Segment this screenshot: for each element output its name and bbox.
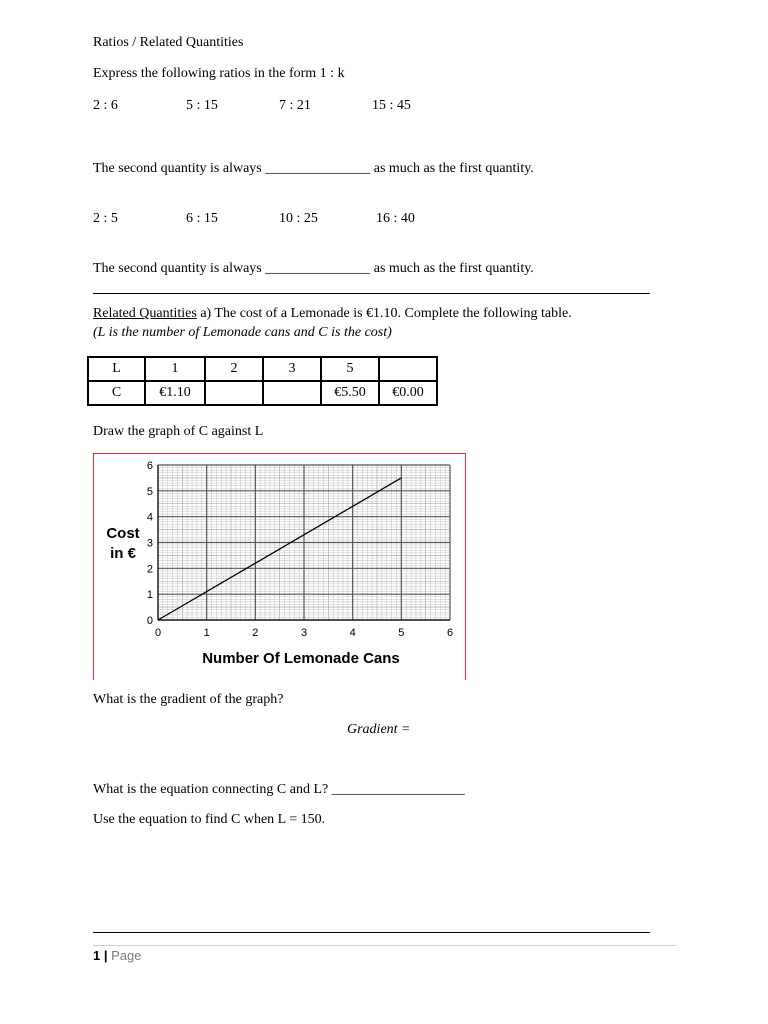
related-question-text: a) The cost of a Lemonade is €1.10. Complete the following table. bbox=[200, 306, 572, 321]
table-cell[interactable]: 3 bbox=[263, 357, 321, 381]
sentence-2 bbox=[93, 261, 534, 277]
x-tick-label: 2 bbox=[252, 627, 259, 639]
y-tick-label: 0 bbox=[146, 615, 153, 627]
ratio-item: 7 : 21 bbox=[279, 98, 311, 113]
table-cell: €5.50 bbox=[321, 381, 379, 405]
x-tick-label: 1 bbox=[203, 627, 210, 639]
ratio-item: 16 : 40 bbox=[376, 211, 415, 226]
cost-chart bbox=[93, 453, 464, 679]
ratio-item: 10 : 25 bbox=[279, 211, 318, 226]
related-question bbox=[93, 306, 572, 322]
sentence-start: The second quantity is always bbox=[93, 261, 262, 276]
x-axis-label: Number Of Lemonade Cans bbox=[202, 650, 400, 667]
x-tick-label: 4 bbox=[349, 627, 356, 639]
footer-line bbox=[93, 945, 676, 946]
equation-question-line bbox=[93, 782, 465, 798]
table-row bbox=[88, 357, 437, 381]
footer bbox=[93, 948, 142, 963]
answer-blank-2[interactable]: _______________ bbox=[265, 261, 371, 276]
table-cell: C bbox=[88, 381, 145, 405]
sentence-1 bbox=[93, 161, 534, 177]
page-number: 1 bbox=[93, 948, 101, 963]
bottom-divider bbox=[93, 932, 650, 933]
ratio-item: 5 : 15 bbox=[186, 98, 218, 113]
related-heading: Related Quantities bbox=[93, 306, 197, 321]
table-cell: 5 bbox=[321, 357, 379, 381]
related-note: (L is the number of Lemonade cans and C is the cost) bbox=[93, 325, 392, 340]
page-title: Ratios / Related Quantities bbox=[93, 35, 244, 50]
draw-instruction: Draw the graph of C against L bbox=[93, 424, 264, 439]
sentence-start: The second quantity is always bbox=[93, 161, 262, 176]
sentence-end: as much as the first quantity. bbox=[373, 261, 534, 276]
table-cell: L bbox=[88, 357, 145, 381]
table-cell[interactable]: 2 bbox=[205, 357, 263, 381]
y-tick-label: 6 bbox=[146, 460, 153, 472]
table-cell: €1.10 bbox=[145, 381, 205, 405]
equation-question: What is the equation connecting C and L? bbox=[93, 782, 329, 797]
y-tick-label: 4 bbox=[146, 511, 153, 524]
y-tick-label: 5 bbox=[146, 485, 153, 498]
equation-blank[interactable]: ___________________ bbox=[331, 782, 465, 797]
gradient-label: Gradient = bbox=[347, 722, 411, 737]
ratio-item: 2 : 5 bbox=[93, 211, 118, 226]
table-cell[interactable] bbox=[205, 381, 263, 405]
x-tick-label: 0 bbox=[154, 627, 162, 639]
table-cell[interactable] bbox=[263, 381, 321, 405]
y-axis-label: Cost in € bbox=[106, 525, 140, 562]
ratio-item: 2 : 6 bbox=[93, 98, 118, 113]
answer-blank-1[interactable]: _______________ bbox=[265, 161, 371, 176]
page-separator: | bbox=[103, 948, 108, 963]
table-cell: 1 bbox=[145, 357, 205, 381]
gradient-question: What is the gradient of the graph? bbox=[93, 692, 284, 707]
table-cell[interactable] bbox=[379, 357, 437, 381]
y-tick-label: 1 bbox=[146, 589, 153, 602]
page-label: Page bbox=[111, 948, 142, 963]
instruction-text: Express the following ratios in the form 1 : k bbox=[93, 66, 345, 81]
table-cell: €0.00 bbox=[379, 381, 437, 405]
section-divider bbox=[93, 293, 650, 294]
y-tick-label: 2 bbox=[146, 563, 153, 576]
x-tick-label: 3 bbox=[300, 627, 308, 639]
y-tick-label: 3 bbox=[146, 537, 153, 550]
x-tick-label: 6 bbox=[446, 627, 454, 639]
values-table bbox=[87, 356, 438, 406]
x-tick-label: 5 bbox=[398, 627, 405, 639]
ratio-item: 15 : 45 bbox=[372, 98, 411, 113]
table-row bbox=[88, 381, 437, 405]
ratio-item: 6 : 15 bbox=[186, 211, 218, 226]
use-equation-text: Use the equation to find C when L = 150. bbox=[93, 812, 326, 827]
sentence-end: as much as the first quantity. bbox=[373, 161, 534, 176]
